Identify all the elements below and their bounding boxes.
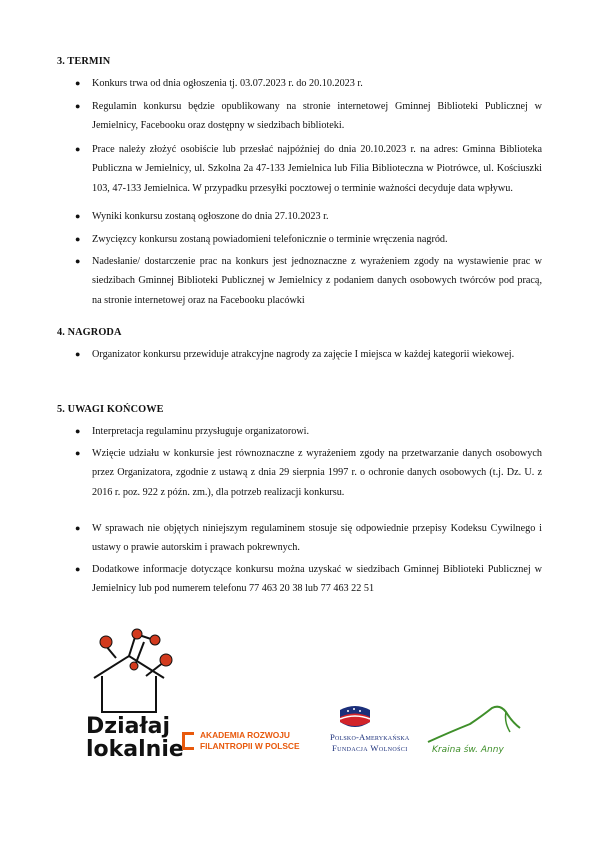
pafw-line2: Fundacja Wolności xyxy=(332,743,408,753)
bullet-icon: ● xyxy=(75,78,81,88)
dzialaj-lokalnie-logo xyxy=(84,628,184,763)
list-item: Zwycięzcy konkursu zostaną powiadomieni telefonicznie o terminie wręczenia nagród. xyxy=(92,234,448,245)
pafw-line1: Polsko-Amerykańska xyxy=(330,732,410,742)
akademia-logo xyxy=(182,728,322,758)
lokalnie-text: lokalnie xyxy=(86,737,184,762)
list-item: Wyniki konkursu zostaną ogłoszone do dnia 27.10.2023 r. xyxy=(92,211,329,222)
section-title-nagroda: 4. NAGRODA xyxy=(57,327,122,338)
list-item: Nadesłanie/ dostarczenie prac na konkurs jest jednoznaczne z wyrażeniem zgody na wystawienie prac w siedzibach Gminnej Biblioteki Publicznej w Jemielnicy z podaniem danych osobowych twórców pod pracą, na stronie internetowej oraz na Facebooku placówki xyxy=(92,256,542,306)
list-item: Organizator konkursu przewiduje atrakcyjne nagrody za zajęcie I miejsca w każdej kategorii wiekowej. xyxy=(92,349,515,360)
akademia-mark-icon xyxy=(182,732,194,750)
bullet-icon: ● xyxy=(75,256,81,266)
akademia-line2: FILANTROPII W POLSCE xyxy=(200,741,300,751)
list-item: W sprawach nie objętych niniejszym regulaminem stosuje się odpowiednie przepisy Kodeksu Cywilnego i ustawy o prawie autorskim i prawach pokrewnych. xyxy=(92,523,542,554)
bullet-icon: ● xyxy=(75,144,81,154)
akademia-line1: AKADEMIA ROZWOJU xyxy=(200,730,290,740)
bullet-icon: ● xyxy=(75,564,81,574)
bullet-icon: ● xyxy=(75,426,81,436)
dzialaj-text: Działaj xyxy=(86,714,171,739)
bullet-icon: ● xyxy=(75,211,81,221)
bullet-icon: ● xyxy=(75,523,81,533)
bullet-icon: ● xyxy=(75,349,81,359)
list-item: Dodatkowe informacje dotyczące konkursu można uzyskać w siedzibach Gminnej Biblioteki Publicznej w Jemielnicy lub pod numerem telefonu 77 463 20 38 lub 77 463 22 51 xyxy=(92,564,542,595)
bullet-icon: ● xyxy=(75,448,81,458)
bullet-icon: ● xyxy=(75,234,81,244)
sponsor-logos xyxy=(0,628,596,768)
list-item: Interpretacja regulaminu przysługuje organizatorowi. xyxy=(92,426,310,437)
pafw-logo xyxy=(330,704,415,764)
kraina-logo xyxy=(420,702,526,762)
section-title-termin: 3. TERMIN xyxy=(57,56,111,67)
list-item: Konkurs trwa od dnia ogłoszenia tj. 03.07.2023 r. do 20.10.2023 r. xyxy=(92,78,363,89)
pafw-flag-icon xyxy=(338,704,372,730)
bullet-icon: ● xyxy=(75,101,81,111)
section-title-uwagi-koncowe: 5. UWAGI KOŃCOWE xyxy=(57,404,164,415)
list-item: Regulamin konkursu będzie opublikowany na stronie internetowej Gminnej Biblioteki Publicznej w Jemielnicy, Facebooku oraz dostępny w siedzibach biblioteki. xyxy=(92,101,542,132)
list-item: Wzięcie udziału w konkursie jest równoznaczne z wyrażeniem zgody na przetwarzanie danych osobowych przez Organizatora, zgodnie z ustawą z dnia 29 sierpnia 1997 r. o ochronie danych osobowych (t.j. Dz. U. z 2016 r. poz. 922 z późn. zm.), dla potrzeb realizacji konkursu. xyxy=(92,448,542,498)
list-item: Prace należy złożyć osobiście lub przesłać najpóźniej do dnia 20.10.2023 r. na adres: Gminna Biblioteka Publiczna w Jemielnicy, ul. Szkolna 2a 47-133 Jemielnica lub Filia Biblioteczna w Piotrówce, ul. Kościuszki 103, 47-133 Jemielnica. W przypadku przesyłki pocztowej o terminie ważności decyduje data wpływu. xyxy=(92,144,542,194)
kraina-text: Kraina św. Anny xyxy=(432,745,504,755)
